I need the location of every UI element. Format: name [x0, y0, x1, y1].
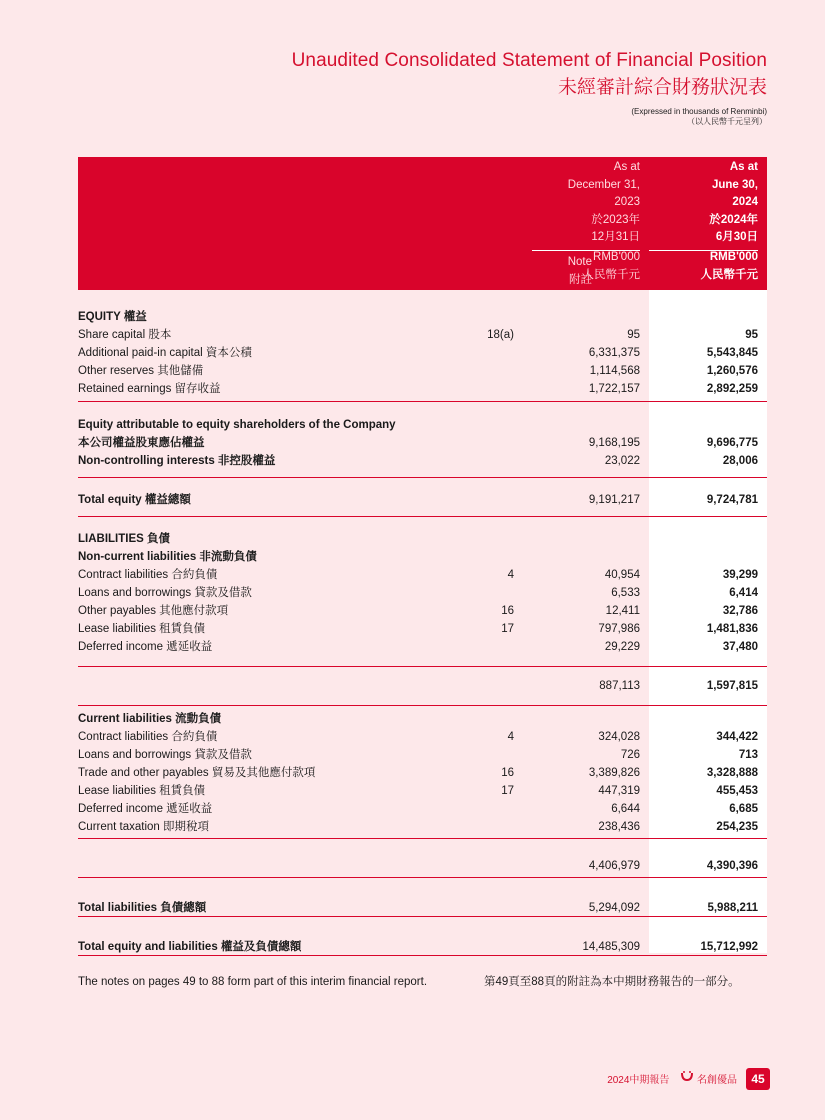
value-jun-2024: 1,260,576 [706, 365, 758, 377]
col2-line: June 30, [711, 178, 758, 191]
col2-line: As at [729, 161, 758, 173]
table-row [78, 782, 767, 800]
value-dec-2023: 95 [627, 329, 640, 341]
row-note: 16 [501, 767, 514, 779]
table-row [78, 620, 767, 638]
col2-unit-zh: 人民幣千元 [700, 268, 758, 281]
value-dec-2023: 447,319 [598, 785, 640, 797]
row-label: Total equity 權益總額 [78, 494, 191, 506]
value-dec-2023: 29,229 [604, 641, 640, 653]
row-label: Total equity and liabilities 權益及負債總額 [78, 941, 302, 953]
table-row [78, 938, 767, 956]
row-label: Contract liabilities 合約負債 [78, 731, 218, 743]
row-label: Current liabilities 流動負債 [78, 713, 222, 725]
value-jun-2024: 2,892,259 [706, 383, 758, 395]
brand-logo-icon [680, 1069, 694, 1083]
value-dec-2023: 726 [620, 749, 640, 761]
table-row [78, 530, 767, 548]
value-jun-2024: 95 [745, 329, 758, 341]
row-label: Other payables 其他應付款項 [78, 605, 229, 617]
table-row [78, 746, 767, 764]
row-label: Loans and borrowings 貸款及借款 [78, 587, 252, 599]
value-jun-2024: 5,988,211 [707, 902, 758, 914]
value-dec-2023: 5,294,092 [588, 902, 640, 914]
table-row [78, 584, 767, 602]
rule [78, 401, 767, 402]
row-note: 17 [501, 623, 514, 635]
value-jun-2024: 28,006 [722, 455, 758, 467]
col1-line: As at [613, 161, 640, 173]
rule [78, 955, 767, 956]
table-row [78, 602, 767, 620]
value-jun-2024: 15,712,992 [700, 941, 758, 953]
rule [78, 477, 767, 478]
value-dec-2023: 238,436 [598, 821, 640, 833]
col1-unit-en: RMB'000 [593, 250, 640, 263]
table-row [78, 638, 767, 656]
value-dec-2023: 6,331,375 [588, 347, 640, 359]
title-en: Unaudited Consolidated Statement of Financial Position [291, 50, 767, 71]
table-row [78, 764, 767, 782]
col1-line: 於2023年 [591, 213, 640, 226]
table-row [78, 452, 767, 470]
value-jun-2024: 4,390,396 [706, 860, 758, 872]
col2-line: 6月30日 [715, 231, 758, 244]
value-dec-2023: 23,022 [604, 455, 640, 467]
rule [78, 877, 767, 878]
row-label: Lease liabilities 租賃負債 [78, 623, 206, 635]
col1-line: December 31, [567, 178, 640, 191]
value-jun-2024: 344,422 [716, 731, 758, 743]
table-row [78, 710, 767, 728]
value-jun-2024: 713 [738, 749, 758, 761]
row-note: 16 [501, 605, 514, 617]
row-note: 4 [507, 569, 514, 581]
row-label: Other reserves 其他儲備 [78, 365, 204, 377]
value-jun-2024: 6,414 [729, 587, 758, 599]
table-row [78, 362, 767, 380]
note-column-header [532, 254, 592, 289]
value-dec-2023: 14,485,309 [582, 941, 640, 953]
rule [78, 666, 767, 667]
brand-name: 名創優品 [697, 1075, 737, 1086]
table-row [78, 416, 767, 434]
table-row [78, 380, 767, 398]
row-label: Lease liabilities 租賃負債 [78, 785, 206, 797]
table-row [78, 899, 767, 917]
value-jun-2024: 37,480 [722, 641, 758, 653]
row-label: Deferred income 遞延收益 [78, 641, 213, 653]
title-zh: 未經審計綜合財務狀況表 [557, 76, 767, 98]
value-dec-2023: 12,411 [605, 605, 640, 617]
value-dec-2023: 1,114,568 [589, 365, 640, 377]
row-label: Additional paid-in capital 資本公積 [78, 347, 252, 359]
value-jun-2024: 9,724,781 [706, 494, 758, 506]
table-header [78, 157, 767, 290]
row-note: 4 [507, 731, 514, 743]
row-label: Contract liabilities 合約負債 [78, 569, 218, 581]
value-dec-2023: 6,533 [611, 587, 640, 599]
table-row [78, 326, 767, 344]
row-label: Non-controlling interests 非控股權益 [78, 455, 276, 467]
note-header-zh: 附註 [569, 273, 592, 286]
value-jun-2024: 32,786 [722, 605, 758, 617]
table-row [78, 308, 767, 326]
footnote-en: The notes on pages 49 to 88 form part of this interim financial report. [78, 976, 428, 988]
value-jun-2024: 254,235 [716, 821, 758, 833]
rule [78, 516, 767, 517]
row-label: Loans and borrowings 貸款及借款 [78, 749, 252, 761]
table-row [78, 857, 767, 875]
units-note-zh: （以人民幣千元呈列） [687, 117, 767, 126]
value-dec-2023: 4,406,979 [588, 860, 640, 872]
row-label: Total liabilities 負債總額 [78, 902, 207, 914]
rule [78, 916, 767, 917]
value-dec-2023: 9,191,217 [588, 494, 640, 506]
value-jun-2024: 6,685 [729, 803, 758, 815]
header-divider [532, 250, 640, 251]
rule [78, 705, 767, 706]
value-jun-2024: 5,543,845 [706, 347, 758, 359]
col2-line: 於2024年 [709, 213, 758, 226]
row-note: 18(a) [487, 329, 514, 341]
table-row [78, 677, 767, 695]
value-dec-2023: 3,389,826 [588, 767, 640, 779]
col1-unit-zh: 人民幣千元 [582, 268, 640, 281]
row-label: LIABILITIES 負債 [78, 533, 170, 545]
note-header-en: Note [567, 256, 592, 268]
table-row [78, 434, 767, 452]
units-note-en: (Expressed in thousands of Renminbi) [631, 107, 767, 116]
value-dec-2023: 887,113 [599, 680, 640, 692]
row-label: 本公司權益股東應佔權益 [78, 437, 205, 449]
col-jun-2024-header [649, 159, 758, 284]
row-label: EQUITY 權益 [78, 311, 147, 323]
value-jun-2024: 1,597,815 [706, 680, 758, 692]
value-dec-2023: 6,644 [611, 803, 640, 815]
value-jun-2024: 3,328,888 [706, 767, 758, 779]
col1-line: 12月31日 [591, 231, 640, 244]
col2-unit-en: RMB'000 [709, 250, 758, 263]
value-dec-2023: 9,168,195 [588, 437, 640, 449]
table-row [78, 491, 767, 509]
row-label: Retained earnings 留存收益 [78, 383, 221, 395]
row-label: Trade and other payables 貿易及其他應付款項 [78, 767, 316, 779]
value-jun-2024: 39,299 [722, 569, 758, 581]
table-row [78, 548, 767, 566]
rule [78, 838, 767, 839]
row-label: Current taxation 即期稅項 [78, 821, 210, 833]
report-label: 2024中期報告 [607, 1075, 670, 1086]
value-jun-2024: 9,696,775 [706, 437, 758, 449]
row-label: Equity attributable to equity shareholders of the Company [78, 419, 396, 431]
table-row [78, 818, 767, 836]
row-note: 17 [501, 785, 514, 797]
col1-line: 2023 [614, 196, 640, 209]
row-label: Non-current liabilities 非流動負債 [78, 551, 257, 563]
page-number: 45 [746, 1068, 770, 1090]
value-dec-2023: 797,986 [598, 623, 640, 635]
row-label: Share capital 股本 [78, 329, 172, 341]
value-jun-2024: 1,481,836 [706, 623, 758, 635]
table-row [78, 566, 767, 584]
value-dec-2023: 40,954 [604, 569, 640, 581]
footnote-zh: 第49頁至88頁的附註為本中期財務報告的一部分。 [484, 976, 740, 988]
value-jun-2024: 455,453 [716, 785, 758, 797]
table-row [78, 728, 767, 746]
value-dec-2023: 324,028 [598, 731, 640, 743]
table-row [78, 344, 767, 362]
units-note [631, 107, 767, 127]
row-label: Deferred income 遞延收益 [78, 803, 213, 815]
footer-report-label [607, 1071, 737, 1086]
value-dec-2023: 1,722,157 [588, 383, 640, 395]
col2-line: 2024 [732, 196, 758, 209]
header-divider [649, 250, 758, 251]
table-row [78, 800, 767, 818]
